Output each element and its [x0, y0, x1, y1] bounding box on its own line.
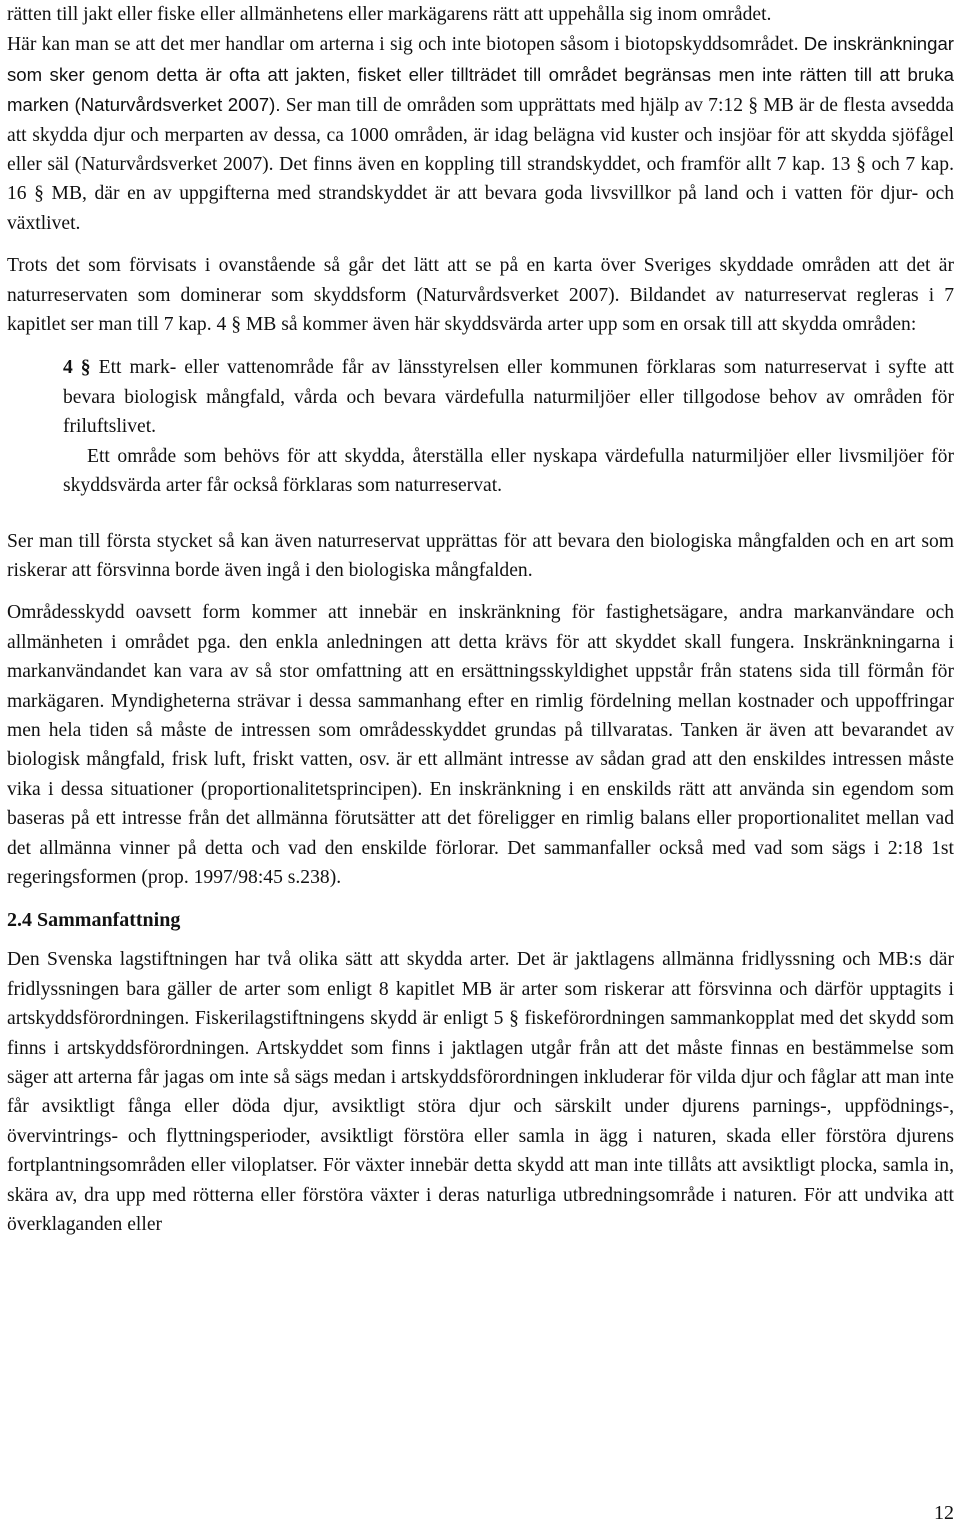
page-number: 12: [934, 1502, 954, 1524]
paragraph-area-protection: Områdesskydd oavsett form kommer att innebär en inskränkning för fastighetsägare, andra markanvändare och allmänheten i området pga. den enkla anledningen att detta krävs för att skyddet skall fungera. Inskränkningarna i markanvändandet kan vara av så stor omfattning att en ersättningsskyldighet uppstår från statens sida till förmån för markägaren. Myndigheterna strävar i dessa sammanhang efter en rimlig fördelning mellan kostnader och uppoffringar men hela tiden så måste de intressen som områdesskyddet grundas på tillvaratas. Tanken är även att bevarandet av biologisk mångfald, frisk luft, friskt vatten, osv. är ett allmänt intresse av sådan grad att den enskildes intressen måste vika i dessa situationer (proportionalitetsprincipen). En inskränkning i en enskilds rätt att använda sin egendom som baseras på ett intresse från det allmänna förutsätter att det föreligger en rimlig balans eller proportionalitet mellan vad det allmänna vinner på detta och vad den enskilde förlorar. Det sammanfaller också med vad som sägs i 2:18 1st regeringsformen (prop. 1997/98:45 s.238).: [7, 602, 954, 888]
paragraph-summary: Den Svenska lagstiftningen har två olika sätt att skydda arter. Det är jaktlagens allmänna fridlyssning och MB:s där fridlyssningen bara gäller de arter som enligt 8 kapitlet MB är arter som riskerar att försvinna och därför upptagits i artskyddsförordningen. Fiskerilagstiftningens skydd är enligt 5 § fiskeförordningen sammankopplat med det skydd som finns i artskyddsförordningen. Artskyddet som finns i jaktlagen utgår från att det måste finnas en bestämmelse som säger att arterna får jagas om inte så sägs medan i artskyddsförordningen inkluderar för vilda djur och fåglar att man inte får avsiktligt fånga eller döda djur, avsiktligt störa djur och särskilt under djurens parnings-, uppfödnings-, övervintrings- och flyttningsperioder, avsiktligt förstöra eller samla in ägg i naturen, skada eller förstöra djurens fortplantningsområden eller viloplatser. För växter innebär detta skydd att man inte tillåts att avsiktligt plocka, samla in, skära av, dra upp med rötterna eller förstöra växter i deras naturliga utbredningsområde i naturen. För att undvika att överklaganden eller: [7, 949, 954, 1236]
document-page: [7, 0, 954, 1252]
text-biotope: Här kan man se att det mer handlar om arterna i sig och inte biotopen såsom i biotopskyddsområdet.: [7, 34, 799, 56]
section-number: 4 §: [63, 357, 91, 379]
text-restrictions: De inskränkningar som sker genom detta är ofta att jakten, fisket eller tillträdet till området begränsas men inte rätten till att bruka marken (Naturvårdsverket 2007).: [7, 33, 954, 116]
law-quote: [7, 353, 954, 500]
text-continuation: rätten till jakt eller fiske eller allmänhetens eller markägarens rätt att uppehålla sig inom området.: [7, 4, 772, 25]
paragraph-intro: [7, 0, 954, 238]
text-seven-twelve: Ser man till de områden som upprättats med hjälp av 7:12 § MB är de flesta avsedda att skydda djur och merparten av dessa, ca 1000 områden, är idag belägna vid kuster och insjöar för att skydda sjöfågel eller säl (Naturvårdsverket 2007). Det finns även en koppling till strandskyddet, och framför allt 7 kap. 13 § och 7 kap. 16 § MB, där en av uppgifterna med strandskyddet är att bevara goda livsvillkor på land och i vatten för djur- och växtlivet.: [7, 95, 954, 234]
law-quote-first-paragraph: [63, 353, 954, 441]
law-quote-first-text: Ett mark- eller vattenområde får av länsstyrelsen eller kommunen förklaras som naturreservat i syfte att bevara biologisk mångfald, vårda och bevara värdefulla naturmiljöer eller tillgodose behov av områden för friluftslivet.: [63, 357, 954, 438]
paragraph-nature-reserves: Trots det som förvisats i ovanstående så går det lätt att se på en karta över Sveriges skyddade områden att det är naturreservaten som dominerar som skyddsform (Naturvårdsverket 2007). Bildandet av naturreservat regleras i 7 kapitlet ser man till 7 kap. 4 § MB så kommer även här skyddsvärda arter upp som en orsak till att skydda områden:: [7, 255, 954, 336]
paragraph-first-section: Ser man till första stycket så kan även naturreservat upprättas för att bevara den biologiska mångfalden och en art som riskerar att försvinna borde även ingå i den biologiska mångfalden.: [7, 530, 954, 581]
section-heading: 2.4 Sammanfattning: [7, 909, 181, 932]
law-quote-second-paragraph: Ett område som behövs för att skydda, återställa eller nyskapa värdefulla naturmiljöer eller livsmiljöer för skyddsvärda arter får också förklaras som naturreservat.: [63, 445, 954, 497]
